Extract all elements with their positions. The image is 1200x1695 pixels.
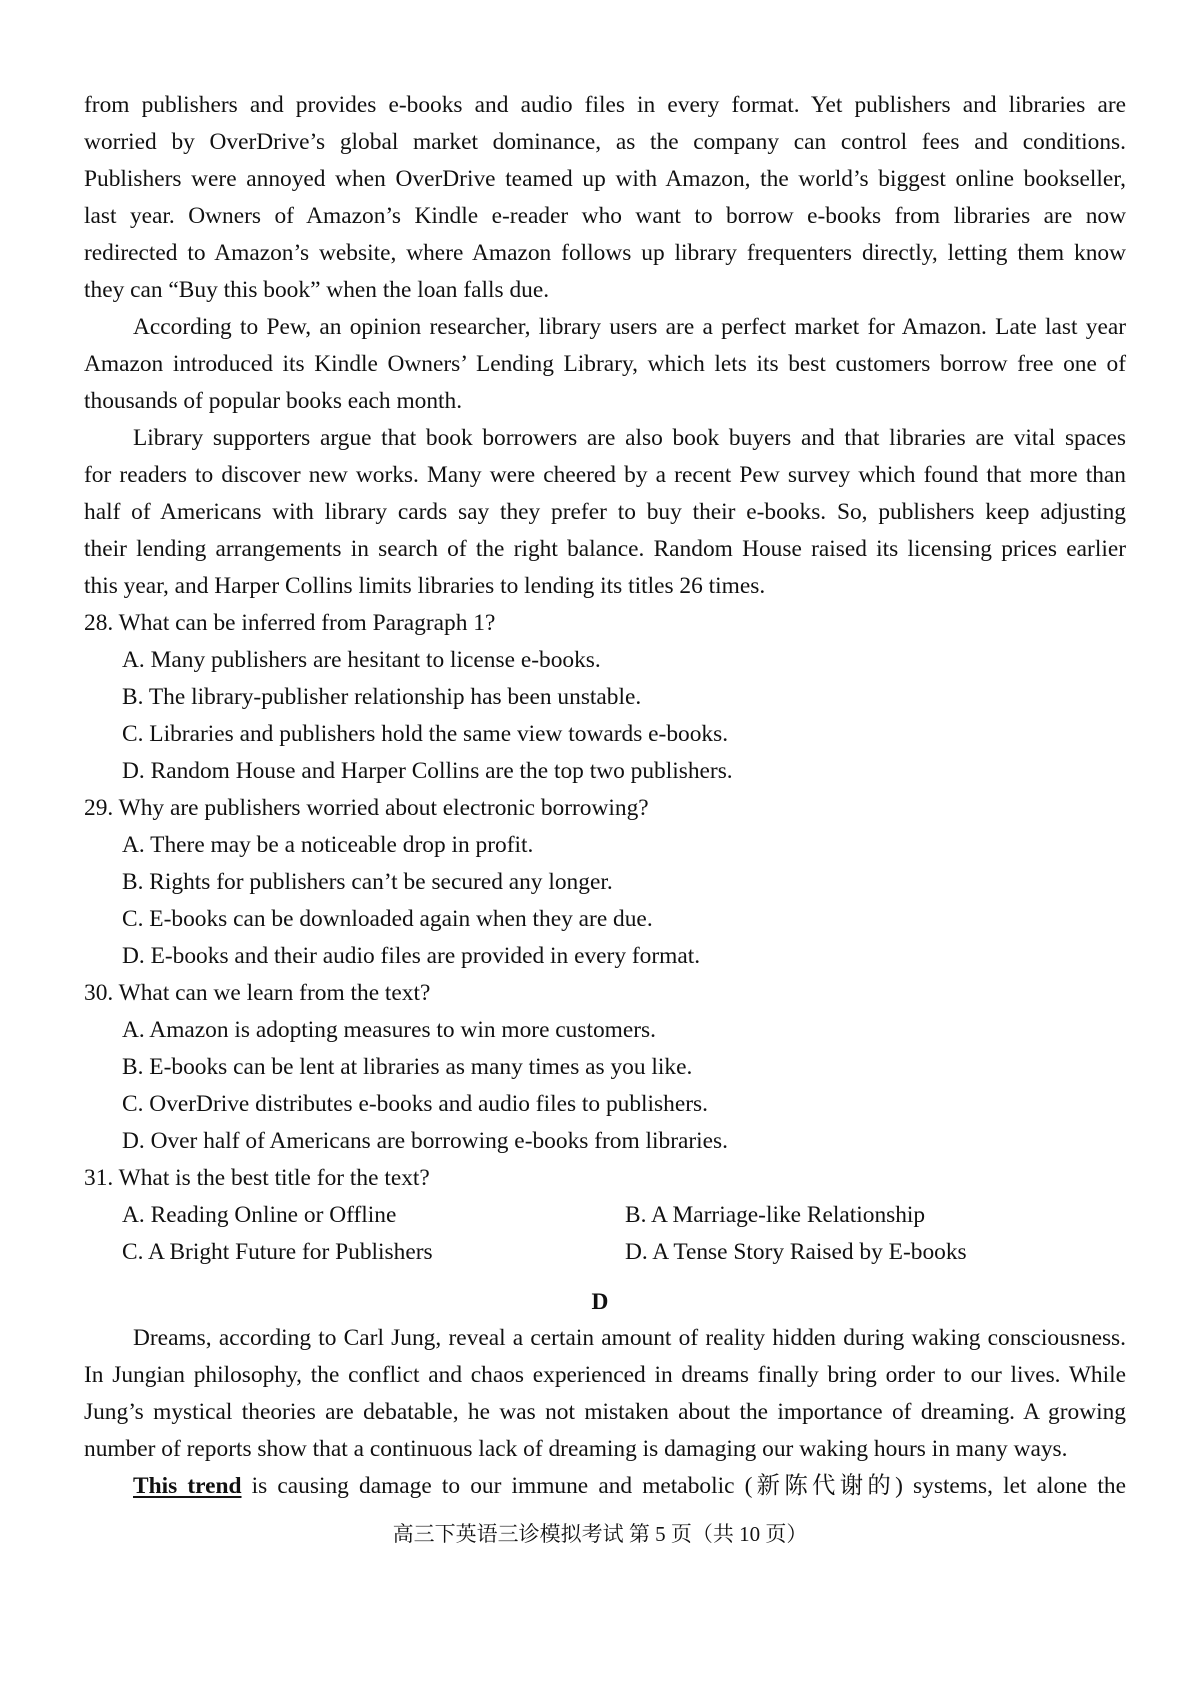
question-stem: 29. Why are publishers worried about electronic borrowing? [84, 795, 649, 821]
passage-line: Jung’s mystical theories are debatable, he was not mistaken about the importance of dreaming. A growing [84, 1399, 1126, 1425]
question-option: A. Many publishers are hesitant to license e-books. [122, 647, 601, 673]
question-stem: 28. What can be inferred from Paragraph 1? [84, 610, 496, 636]
passage-line: they can “Buy this book” when the loan falls due. [84, 277, 550, 303]
question-option: A. Reading Online or Offline [122, 1202, 397, 1228]
passage-line: half of Americans with library cards say they prefer to buy their e-books. So, publishers keep adjusting [84, 499, 1126, 525]
question-option: B. A Marriage-like Relationship [625, 1202, 926, 1228]
passage-line: for readers to discover new works. Many were cheered by a recent Pew survey which found that more than [84, 462, 1126, 488]
question-option: D. A Tense Story Raised by E-books [625, 1239, 967, 1265]
passage-line: In Jungian philosophy, the conflict and chaos experienced in dreams finally bring order to our lives. While [84, 1362, 1126, 1388]
passage-line: thousands of popular books each month. [84, 388, 463, 414]
question-option: D. Over half of Americans are borrowing e-books from libraries. [122, 1128, 729, 1154]
passage-line: Publishers were annoyed when OverDrive teamed up with Amazon, the world’s biggest online bookseller, [84, 166, 1126, 192]
question-option: A. There may be a noticeable drop in profit. [122, 832, 534, 858]
passage-line: Amazon introduced its Kindle Owners’ Lending Library, which lets its best customers borrow free one of [84, 351, 1126, 377]
question-option: C. OverDrive distributes e-books and audio files to publishers. [122, 1091, 708, 1117]
passage-line: this year, and Harper Collins limits libraries to lending its titles 26 times. [84, 573, 766, 599]
passage-line: from publishers and provides e-books and audio files in every format. Yet publishers and libraries are [84, 92, 1126, 118]
question-option: A. Amazon is adopting measures to win more customers. [122, 1017, 656, 1043]
passage-text: is causing damage to our immune and metabolic (新陈代谢的) systems, let alone the [241, 1473, 1126, 1499]
question-option: C. E-books can be downloaded again when they are due. [122, 906, 653, 932]
passage-line: last year. Owners of Amazon’s Kindle e-reader who want to borrow e-books from libraries are now [84, 203, 1126, 229]
passage-line: Library supporters argue that book borrowers are also book buyers and that libraries are vital spaces [133, 425, 1126, 451]
passage-line: Dreams, according to Carl Jung, reveal a certain amount of reality hidden during waking consciousness. [133, 1325, 1126, 1351]
question-stem: 31. What is the best title for the text? [84, 1165, 430, 1191]
emphasized-phrase: This trend [133, 1473, 242, 1499]
question-option: C. Libraries and publishers hold the same view towards e-books. [122, 721, 729, 747]
question-stem: 30. What can we learn from the text? [84, 980, 431, 1006]
passage-line: redirected to Amazon’s website, where Amazon follows up library frequenters directly, letting them know [84, 240, 1126, 266]
passage-line: worried by OverDrive’s global market dominance, as the company can control fees and conditions. [84, 129, 1126, 155]
question-option: B. Rights for publishers can’t be secured any longer. [122, 869, 613, 895]
page-footer: 高三下英语三诊模拟考试 第 5 页（共 10 页） [392, 1522, 808, 1546]
passage-line: According to Pew, an opinion researcher, library users are a perfect market for Amazon. Late last year [133, 314, 1126, 340]
question-option: D. Random House and Harper Collins are the top two publishers. [122, 758, 733, 784]
question-option: B. The library-publisher relationship has been unstable. [122, 684, 642, 710]
question-option: D. E-books and their audio files are provided in every format. [122, 943, 701, 969]
passage-line: number of reports show that a continuous lack of dreaming is damaging our waking hours in many ways. [84, 1436, 1068, 1462]
passage-line: their lending arrangements in search of the right balance. Random House raised its licensing prices earlier [84, 536, 1126, 562]
question-option: C. A Bright Future for Publishers [122, 1239, 433, 1265]
passage-line [133, 1471, 1126, 1501]
question-option: B. E-books can be lent at libraries as many times as you like. [122, 1054, 693, 1080]
section-heading: D [591, 1289, 609, 1315]
